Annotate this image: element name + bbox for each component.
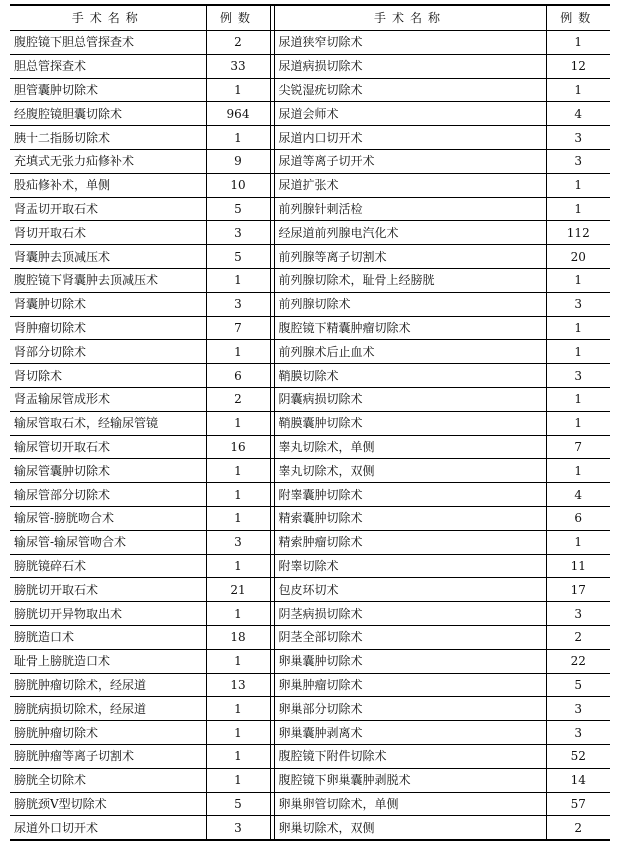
case-count-right: 1	[546, 530, 610, 554]
procedure-name-right: 附睾囊肿切除术	[274, 483, 546, 507]
procedure-name-left: 尿道外口切开术	[10, 816, 206, 840]
case-count-left: 1	[206, 268, 270, 292]
procedure-name-right: 阴茎病损切除术	[274, 602, 546, 626]
procedure-name-left: 胰十二指肠切除术	[10, 126, 206, 150]
case-count-left: 16	[206, 435, 270, 459]
case-count-left: 1	[206, 506, 270, 530]
procedure-name-right: 腹腔镜下附件切除术	[274, 744, 546, 768]
procedure-name-left: 肾切除术	[10, 364, 206, 388]
case-count-left: 7	[206, 316, 270, 340]
procedure-name-right: 卵巢囊肿切除术	[274, 649, 546, 673]
table-row	[10, 149, 610, 173]
table-row	[10, 721, 610, 745]
case-count-right: 1	[546, 31, 610, 55]
case-count-right: 1	[546, 197, 610, 221]
case-count-left: 18	[206, 625, 270, 649]
table-row	[10, 578, 610, 602]
case-count-left: 1	[206, 459, 270, 483]
case-count-right: 1	[546, 340, 610, 364]
procedure-name-left: 输尿管切开取石术	[10, 435, 206, 459]
case-count-right: 11	[546, 554, 610, 578]
case-count-left: 964	[206, 102, 270, 126]
case-count-left: 3	[206, 816, 270, 840]
table-row	[10, 292, 610, 316]
case-count-right: 1	[546, 411, 610, 435]
case-count-right: 1	[546, 268, 610, 292]
case-count-right: 1	[546, 173, 610, 197]
table-row	[10, 31, 610, 55]
case-count-left: 1	[206, 411, 270, 435]
case-count-left: 1	[206, 126, 270, 150]
table-row	[10, 602, 610, 626]
table-row	[10, 649, 610, 673]
procedure-name-left: 腹腔镜下肾囊肿去顶减压术	[10, 268, 206, 292]
case-count-right: 17	[546, 578, 610, 602]
surgery-table	[10, 4, 610, 841]
procedure-name-right: 尿道等离子切开术	[274, 149, 546, 173]
case-count-right: 3	[546, 721, 610, 745]
case-count-left: 6	[206, 364, 270, 388]
case-count-left: 3	[206, 530, 270, 554]
procedure-name-right: 尿道狭窄切除术	[274, 31, 546, 55]
table-row	[10, 816, 610, 840]
case-count-left: 1	[206, 602, 270, 626]
procedure-name-left: 充填式无张力疝修补术	[10, 149, 206, 173]
table-row	[10, 54, 610, 78]
table-row	[10, 364, 610, 388]
case-count-left: 9	[206, 149, 270, 173]
case-count-right: 1	[546, 78, 610, 102]
case-count-left: 5	[206, 245, 270, 269]
case-count-left: 1	[206, 340, 270, 364]
procedure-name-right: 卵巢肿瘤切除术	[274, 673, 546, 697]
table-row	[10, 768, 610, 792]
procedure-name-right: 前列腺切除术，耻骨上经膀胱	[274, 268, 546, 292]
case-count-right: 52	[546, 744, 610, 768]
table-row	[10, 221, 610, 245]
procedure-name-right: 卵巢部分切除术	[274, 697, 546, 721]
procedure-name-right: 尿道会师术	[274, 102, 546, 126]
procedure-name-left: 肾囊肿去顶减压术	[10, 245, 206, 269]
procedure-name-right: 鞘膜囊肿切除术	[274, 411, 546, 435]
table-row	[10, 245, 610, 269]
procedure-name-left: 肾盂输尿管成形术	[10, 387, 206, 411]
case-count-left: 3	[206, 221, 270, 245]
procedure-name-right: 前列腺术后止血术	[274, 340, 546, 364]
procedure-name-left: 输尿管-输尿管吻合术	[10, 530, 206, 554]
case-count-left: 2	[206, 31, 270, 55]
procedure-name-right: 尿道病损切除术	[274, 54, 546, 78]
case-count-left: 33	[206, 54, 270, 78]
table-row	[10, 173, 610, 197]
procedure-name-right: 腹腔镜下卵巢囊肿剥脱术	[274, 768, 546, 792]
case-count-right: 5	[546, 673, 610, 697]
case-count-left: 10	[206, 173, 270, 197]
case-count-right: 7	[546, 435, 610, 459]
procedure-name-left: 膀胱切开异物取出术	[10, 602, 206, 626]
case-count-right: 3	[546, 364, 610, 388]
procedure-name-right: 附睾切除术	[274, 554, 546, 578]
case-count-left: 5	[206, 197, 270, 221]
case-count-right: 14	[546, 768, 610, 792]
table-row	[10, 554, 610, 578]
procedure-name-left: 膀胱肿瘤等离子切割术	[10, 744, 206, 768]
procedure-name-right: 精索肿瘤切除术	[274, 530, 546, 554]
procedure-name-right: 前列腺针刺活检	[274, 197, 546, 221]
case-count-right: 57	[546, 792, 610, 816]
table-row	[10, 387, 610, 411]
header-name-right: 手术名称	[274, 5, 546, 31]
case-count-left: 3	[206, 292, 270, 316]
procedure-name-left: 膀胱造口术	[10, 625, 206, 649]
case-count-right: 1	[546, 387, 610, 411]
table-row	[10, 697, 610, 721]
case-count-left: 1	[206, 78, 270, 102]
procedure-name-left: 膀胱肿瘤切除术，经尿道	[10, 673, 206, 697]
table-row	[10, 340, 610, 364]
procedure-name-right: 睾丸切除术，双侧	[274, 459, 546, 483]
case-count-right: 12	[546, 54, 610, 78]
procedure-name-left: 输尿管囊肿切除术	[10, 459, 206, 483]
procedure-name-left: 膀胱肿瘤切除术	[10, 721, 206, 745]
procedure-name-left: 膀胱颈V型切除术	[10, 792, 206, 816]
procedure-name-right: 精索囊肿切除术	[274, 506, 546, 530]
procedure-name-right: 卵巢囊肿剥离术	[274, 721, 546, 745]
case-count-right: 2	[546, 625, 610, 649]
procedure-name-left: 输尿管-膀胱吻合术	[10, 506, 206, 530]
procedure-name-left: 膀胱病损切除术，经尿道	[10, 697, 206, 721]
procedure-name-left: 输尿管部分切除术	[10, 483, 206, 507]
procedure-name-left: 胆总管探查术	[10, 54, 206, 78]
table-row	[10, 268, 610, 292]
procedure-name-left: 经腹腔镜胆囊切除术	[10, 102, 206, 126]
procedure-name-left: 肾部分切除术	[10, 340, 206, 364]
table-row	[10, 411, 610, 435]
table-row	[10, 625, 610, 649]
procedure-name-right: 包皮环切术	[274, 578, 546, 602]
case-count-right: 3	[546, 126, 610, 150]
procedure-name-right: 尖锐湿疣切除术	[274, 78, 546, 102]
case-count-right: 1	[546, 316, 610, 340]
procedure-name-right: 睾丸切除术，单侧	[274, 435, 546, 459]
case-count-right: 3	[546, 292, 610, 316]
case-count-left: 1	[206, 649, 270, 673]
procedure-name-right: 阴囊病损切除术	[274, 387, 546, 411]
procedure-name-right: 卵巢卵管切除术，单侧	[274, 792, 546, 816]
procedure-name-left: 胆管囊肿切除术	[10, 78, 206, 102]
case-count-right: 22	[546, 649, 610, 673]
case-count-left: 1	[206, 744, 270, 768]
table-row	[10, 126, 610, 150]
case-count-right: 3	[546, 602, 610, 626]
header-count-left: 例数	[206, 5, 270, 31]
table-row	[10, 435, 610, 459]
table-row	[10, 197, 610, 221]
procedure-name-left: 输尿管取石术，经输尿管镜	[10, 411, 206, 435]
procedure-name-left: 膀胱切开取石术	[10, 578, 206, 602]
procedure-name-right: 鞘膜切除术	[274, 364, 546, 388]
table-header-row	[10, 5, 610, 31]
table-row	[10, 792, 610, 816]
table-row	[10, 530, 610, 554]
table-row	[10, 673, 610, 697]
case-count-left: 1	[206, 697, 270, 721]
procedure-name-left: 肾切开取石术	[10, 221, 206, 245]
case-count-right: 1	[546, 459, 610, 483]
case-count-right: 6	[546, 506, 610, 530]
procedure-name-right: 前列腺切除术	[274, 292, 546, 316]
case-count-right: 3	[546, 697, 610, 721]
case-count-left: 1	[206, 721, 270, 745]
procedure-name-left: 肾盂切开取石术	[10, 197, 206, 221]
procedure-name-left: 肾囊肿切除术	[10, 292, 206, 316]
case-count-left: 21	[206, 578, 270, 602]
case-count-right: 4	[546, 483, 610, 507]
table-row	[10, 483, 610, 507]
procedure-name-right: 经尿道前列腺电汽化术	[274, 221, 546, 245]
case-count-right: 112	[546, 221, 610, 245]
header-count-right: 例数	[546, 5, 610, 31]
case-count-left: 1	[206, 554, 270, 578]
header-name-left: 手术名称	[10, 5, 206, 31]
table-row	[10, 316, 610, 340]
table-row	[10, 459, 610, 483]
procedure-name-right: 前列腺等离子切割术	[274, 245, 546, 269]
procedure-name-left: 膀胱全切除术	[10, 768, 206, 792]
case-count-right: 2	[546, 816, 610, 840]
procedure-name-left: 膀胱镜碎石术	[10, 554, 206, 578]
case-count-left: 5	[206, 792, 270, 816]
case-count-left: 2	[206, 387, 270, 411]
case-count-right: 4	[546, 102, 610, 126]
table-row	[10, 744, 610, 768]
procedure-name-right: 阴茎全部切除术	[274, 625, 546, 649]
procedure-name-left: 肾肿瘤切除术	[10, 316, 206, 340]
procedure-name-right: 尿道扩张术	[274, 173, 546, 197]
procedure-name-left: 腹腔镜下胆总管探查术	[10, 31, 206, 55]
case-count-right: 3	[546, 149, 610, 173]
case-count-right: 20	[546, 245, 610, 269]
procedure-name-right: 腹腔镜下精囊肿瘤切除术	[274, 316, 546, 340]
table-row	[10, 102, 610, 126]
case-count-left: 13	[206, 673, 270, 697]
procedure-name-right: 卵巢切除术，双侧	[274, 816, 546, 840]
procedure-name-left: 股疝修补术，单侧	[10, 173, 206, 197]
procedure-name-right: 尿道内口切开术	[274, 126, 546, 150]
case-count-left: 1	[206, 483, 270, 507]
case-count-left: 1	[206, 768, 270, 792]
procedure-name-left: 耻骨上膀胱造口术	[10, 649, 206, 673]
table-row	[10, 78, 610, 102]
table-row	[10, 506, 610, 530]
